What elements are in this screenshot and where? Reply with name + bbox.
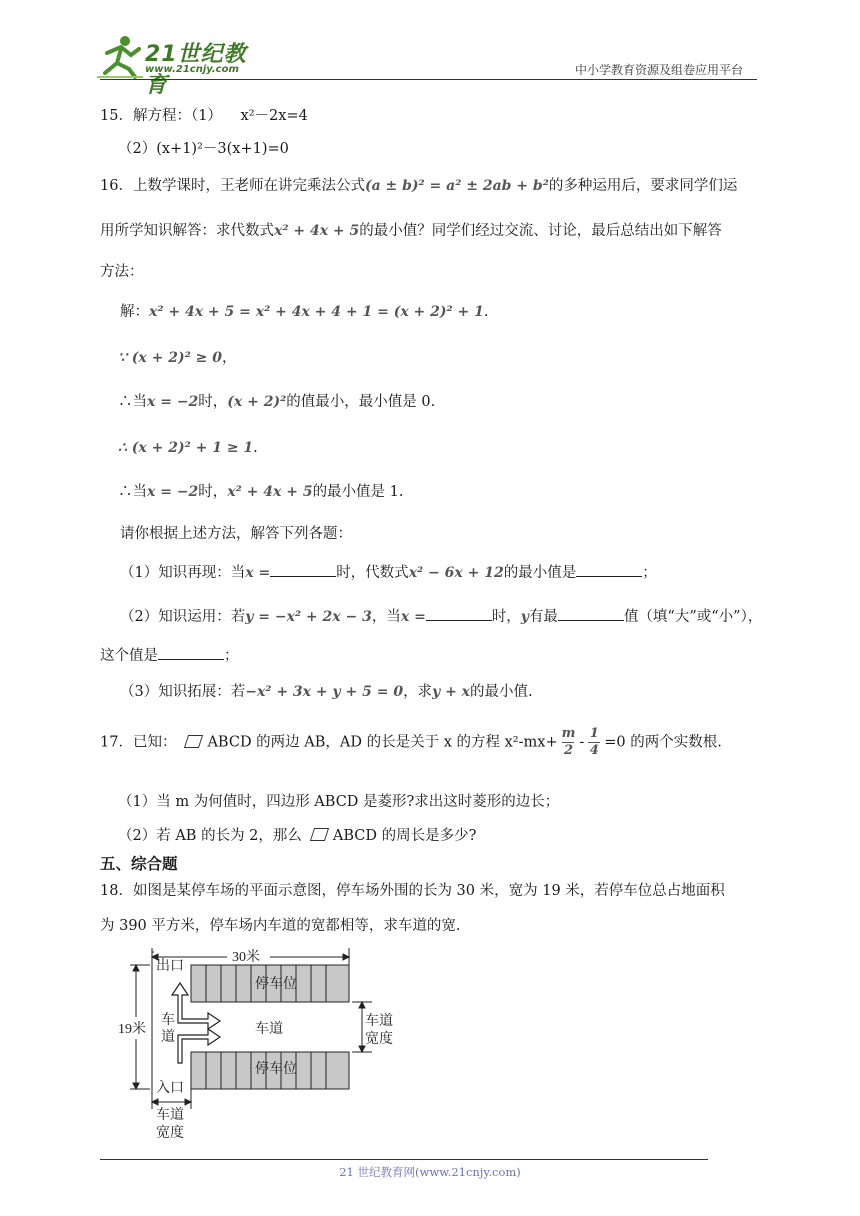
parallelogram-icon (310, 828, 329, 841)
parallelogram-icon (184, 735, 203, 748)
frac-num: 1 (589, 726, 599, 741)
header-logo (95, 33, 265, 98)
frac-num: m (561, 726, 576, 741)
q16-text: 的最小值？同学们经过交流、讨论，最后总结出如下解答 (359, 223, 722, 239)
part-formula: y (520, 609, 529, 625)
entrance-label: 入口 (156, 1081, 184, 1096)
parking-spot-top-label: 停车位 (255, 977, 297, 992)
lane-vertical-char2: 道 (161, 1030, 175, 1045)
q16-text: 16．上数学课时，王老师在讲完乘法公式 (100, 178, 365, 194)
solution-line1 (120, 302, 488, 322)
answer-blank[interactable] (576, 562, 642, 577)
formula-square: (a ± b)² = a² ± 2ab + b² (364, 178, 549, 194)
lane-horizontal-label: 车道 (255, 1022, 283, 1037)
punct: . (483, 304, 489, 320)
logo-text: 21世纪教育 (145, 42, 247, 98)
expr-x2-4x-5: x² + 4x + 5 (274, 223, 360, 239)
answer-blank[interactable] (558, 606, 624, 621)
part-text: （3）知识拓展：若 (120, 684, 246, 700)
solution-text: 时， (198, 394, 228, 410)
part-text: 的最小值是 (503, 565, 577, 581)
part-text: 值（填“大”或“小”）， (623, 609, 763, 625)
part-text: ，求 (403, 684, 433, 700)
logo-url: www.21cnjy.com (145, 64, 239, 75)
frac-den: 4 (589, 743, 599, 758)
solution-formula: x² + 4x + 5 (227, 484, 313, 500)
q16-text: 的多种运用后，要求同学们运 (548, 178, 738, 194)
answer-blank[interactable] (270, 562, 336, 577)
minus-sign: - (579, 734, 585, 751)
solution-formula: (x + 2)² (227, 394, 287, 410)
q17-text: 17．已知： (100, 734, 177, 751)
footer-text[interactable]: 21 世纪教育网(www.21cnjy.com) (339, 1165, 521, 1179)
q17-text: =0 的两个实数根. (604, 734, 722, 751)
punct: . (253, 440, 258, 456)
q18-line2: 为 390 平方米，停车场内车道的宽都相等，求车道的宽. (100, 918, 461, 934)
runner-logo-icon (95, 33, 145, 79)
bottom-width-label: 宽度 (156, 1126, 184, 1141)
parking-spot-bottom-label: 停车位 (255, 1062, 297, 1077)
q16-part3 (120, 682, 533, 702)
part-text: 这个值是 (100, 648, 158, 664)
part-formula: −x² + 3x + y + 5 = 0 (245, 684, 404, 700)
q17-part2 (118, 826, 476, 846)
part-formula: x = (245, 565, 271, 581)
punct: ； (224, 648, 239, 664)
solution-line2 (118, 348, 236, 368)
lane-vertical-char1: 车 (161, 1013, 175, 1028)
part-formula: y + x (432, 684, 471, 700)
solution-formula: x = −2 (147, 394, 199, 410)
part-text: 时， (491, 609, 521, 625)
exit-label: 出口 (156, 959, 184, 974)
solution-text: ∴当 (118, 484, 147, 500)
solution-line5 (118, 482, 404, 502)
prompt-text: 请你根据上述方法，解答下列各题： (120, 526, 352, 542)
q17-line1 (100, 726, 722, 759)
frac-den: 2 (563, 743, 573, 758)
part-text: （2）知识运用：若 (120, 609, 246, 625)
dim-30m: 30米 (232, 950, 260, 965)
part-text: （1）知识再现：当 (120, 565, 246, 581)
q16-part2-cont (100, 645, 239, 666)
q16-line1 (100, 176, 737, 196)
right-lane-label: 车道 (365, 1014, 393, 1029)
header-rule (100, 79, 757, 80)
solution-formula: x = −2 (147, 484, 199, 500)
solution-text: 时， (198, 484, 228, 500)
q16-line3: 方法： (100, 264, 144, 280)
q17-text: （2）若 AB 的长为 2，那么 (118, 828, 302, 844)
q16-part2 (120, 606, 762, 627)
fraction-m-over-2 (562, 726, 576, 759)
solution-label: 解： (120, 304, 149, 320)
punct: ， (221, 350, 237, 366)
q15-eq2: （2）(x+1)²－3(x+1)=0 (118, 141, 289, 157)
punct: ； (642, 565, 657, 581)
solution-formula: ∵ (x + 2)² ≥ 0 (118, 350, 222, 366)
solution-text: ∴当 (118, 394, 147, 410)
q16-text: 用所学知识解答：求代数式 (100, 223, 274, 239)
solution-formula: ∴ (x + 2)² + 1 ≥ 1 (118, 440, 254, 456)
q16-line2 (100, 221, 722, 241)
section-heading: 五、综合题 (100, 855, 178, 873)
q16-part1 (120, 562, 657, 583)
answer-blank[interactable] (426, 606, 492, 621)
part-text: 的最小值. (470, 684, 533, 700)
part-formula: y = −x² + 2x − 3 (245, 609, 372, 625)
solution-formula: x² + 4x + 5 = x² + 4x + 4 + 1 = (x + 2)² + 1 (149, 304, 484, 320)
solution-text: 的值最小，最小值是 0. (286, 394, 436, 410)
solution-line3 (118, 392, 435, 412)
fraction-1-over-4 (588, 726, 600, 759)
q17-text: ABCD 的周长是多少? (332, 828, 477, 844)
part-formula: x = (400, 609, 426, 625)
part-text: 时，代数式 (336, 565, 409, 581)
q15-eq1: x²－2x=4 (240, 108, 308, 124)
solution-line4 (118, 438, 258, 458)
parking-diagram (100, 945, 410, 1145)
q17-text: ABCD 的两边 AB，AD 的长是关于 x 的方程 x²-mx+ (207, 734, 558, 751)
q17-part1: （1）当 m 为何值时，四边形 ABCD 是菱形?求出这时菱形的边长； (118, 794, 560, 810)
q18-line1: 18．如图是某停车场的平面示意图，停车场外围的长为 30 米，宽为 19 米，若停车位总占地面积 (100, 883, 725, 899)
part-text: ，当 (371, 609, 401, 625)
dim-19m: 19米 (118, 1022, 146, 1037)
part-text: 有最 (528, 609, 558, 625)
bottom-lane-label: 车道 (156, 1108, 184, 1123)
answer-blank[interactable] (158, 645, 224, 660)
q15-line1 (100, 106, 308, 126)
right-width-label: 宽度 (365, 1032, 393, 1047)
part-formula: x² − 6x + 12 (408, 565, 504, 581)
platform-name: 中小学教育资源及组卷应用平台 (575, 63, 744, 77)
q15-stem: 15．解方程：（1） (100, 108, 222, 124)
solution-text: 的最小值是 1. (312, 484, 404, 500)
footer-rule (100, 1159, 708, 1160)
